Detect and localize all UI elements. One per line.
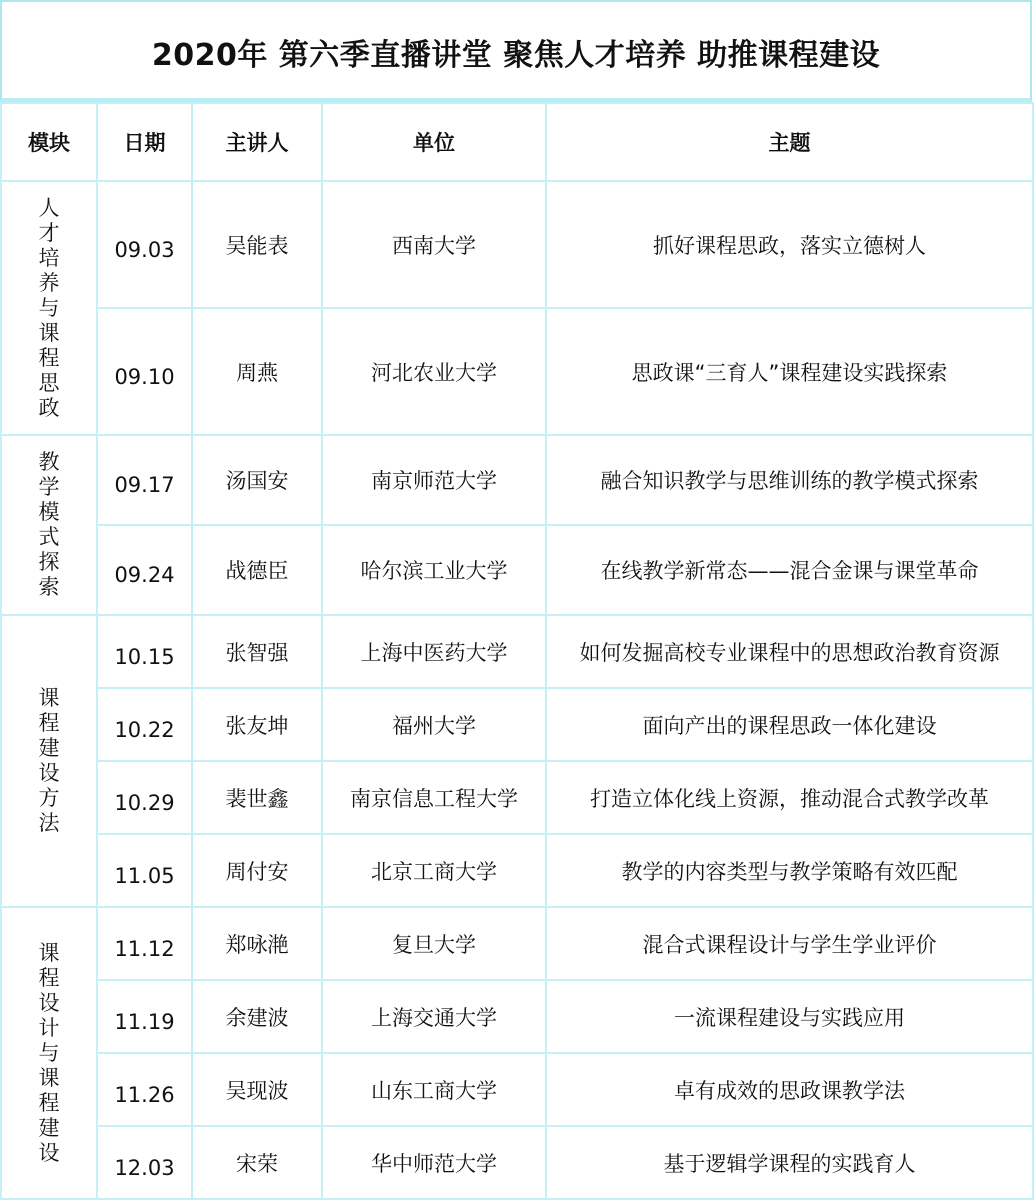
unit-cell: 复旦大学 [322, 907, 546, 980]
table-row [1, 525, 1033, 615]
topic-cell: 基于逻辑学课程的实践育人 [546, 1126, 1033, 1199]
unit-cell: 上海中医药大学 [322, 615, 546, 688]
page-title: 2020年 第六季直播讲堂 聚焦人才培养 助推课程建设 [0, 0, 1032, 102]
date-cell: 12.03 [97, 1126, 192, 1199]
topic-cell: 打造立体化线上资源，推动混合式教学改革 [546, 761, 1033, 834]
speaker-cell: 宋荣 [192, 1126, 322, 1199]
speaker-cell: 余建波 [192, 980, 322, 1053]
unit-cell: 华中师范大学 [322, 1126, 546, 1199]
topic-cell: 在线教学新常态——混合金课与课堂革命 [546, 525, 1033, 615]
header-topic: 主题 [546, 103, 1033, 181]
topic-cell: 教学的内容类型与教学策略有效匹配 [546, 834, 1033, 907]
date-cell: 10.22 [97, 688, 192, 761]
unit-cell: 上海交通大学 [322, 980, 546, 1053]
table-row [1, 615, 1033, 688]
speaker-cell: 裴世鑫 [192, 761, 322, 834]
topic-cell: 一流课程建设与实践应用 [546, 980, 1033, 1053]
speaker-cell: 张智强 [192, 615, 322, 688]
table-row [1, 980, 1033, 1053]
date-cell: 11.05 [97, 834, 192, 907]
topic-cell: 面向产出的课程思政一体化建设 [546, 688, 1033, 761]
date-cell: 10.29 [97, 761, 192, 834]
header-date: 日期 [97, 103, 192, 181]
unit-cell: 南京师范大学 [322, 435, 546, 525]
speaker-cell: 周燕 [192, 308, 322, 435]
table-row [1, 834, 1033, 907]
module-label: 课程设计与课程建设 [38, 940, 60, 1165]
unit-cell: 哈尔滨工业大学 [322, 525, 546, 615]
module-cell [1, 435, 97, 615]
unit-cell: 河北农业大学 [322, 308, 546, 435]
speaker-cell: 郑咏滟 [192, 907, 322, 980]
date-cell: 09.03 [97, 181, 192, 308]
topic-cell: 抓好课程思政，落实立德树人 [546, 181, 1033, 308]
date-cell: 10.15 [97, 615, 192, 688]
table-row [1, 907, 1033, 980]
date-cell: 09.24 [97, 525, 192, 615]
module-cell [1, 181, 97, 435]
table-row [1, 688, 1033, 761]
unit-cell: 北京工商大学 [322, 834, 546, 907]
speaker-cell: 战德臣 [192, 525, 322, 615]
speaker-cell: 汤国安 [192, 435, 322, 525]
table-row [1, 308, 1033, 435]
topic-cell: 思政课“三育人”课程建设实践探索 [546, 308, 1033, 435]
date-cell: 11.26 [97, 1053, 192, 1126]
table-row [1, 1053, 1033, 1126]
date-cell: 09.17 [97, 435, 192, 525]
unit-cell: 山东工商大学 [322, 1053, 546, 1126]
header-speaker: 主讲人 [192, 103, 322, 181]
unit-cell: 西南大学 [322, 181, 546, 308]
module-label: 人才培养与课程思政 [38, 195, 60, 420]
module-label: 课程建设方法 [38, 686, 60, 835]
unit-cell: 福州大学 [322, 688, 546, 761]
unit-cell: 南京信息工程大学 [322, 761, 546, 834]
speaker-cell: 张友坤 [192, 688, 322, 761]
date-cell: 09.10 [97, 308, 192, 435]
speaker-cell: 周付安 [192, 834, 322, 907]
topic-cell: 如何发掘高校专业课程中的思想政治教育资源 [546, 615, 1033, 688]
module-label: 教学模式探索 [38, 450, 60, 599]
module-cell [1, 615, 97, 907]
table-row [1, 761, 1033, 834]
module-cell [1, 907, 97, 1199]
header-row [1, 103, 1033, 181]
date-cell: 11.19 [97, 980, 192, 1053]
table-row [1, 181, 1033, 308]
table-row [1, 1126, 1033, 1199]
topic-cell: 混合式课程设计与学生学业评价 [546, 907, 1033, 980]
header-unit: 单位 [322, 103, 546, 181]
topic-cell: 卓有成效的思政课教学法 [546, 1053, 1033, 1126]
speaker-cell: 吴能表 [192, 181, 322, 308]
table-row [1, 435, 1033, 525]
header-module: 模块 [1, 103, 97, 181]
topic-cell: 融合知识教学与思维训练的教学模式探索 [546, 435, 1033, 525]
speaker-cell: 吴现波 [192, 1053, 322, 1126]
date-cell: 11.12 [97, 907, 192, 980]
schedule-table [0, 102, 1034, 1200]
